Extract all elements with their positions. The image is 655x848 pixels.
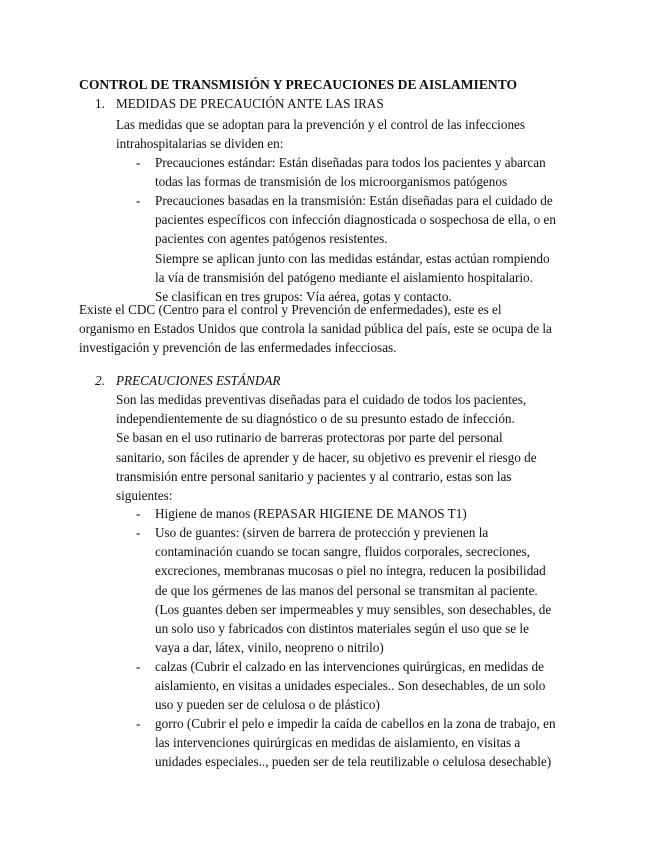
paragraph-line: Se basan en el uso rutinario de barreras protectoras por parte del personal: [116, 430, 503, 446]
bullet-line: gorro (Cubrir el pelo e impedir la caída de cabellos en la zona de trabajo, en: [155, 716, 556, 731]
bullet-line: la vía de transmisión del patógeno mediante el aislamiento hospitalario.: [155, 269, 533, 285]
section1-heading: MEDIDAS DE PRECAUCIÓN ANTE LAS IRAS: [116, 96, 384, 111]
bullet-line: Uso de guantes: (sirven de barrera de protección y previenen la: [155, 525, 489, 540]
bullet-dash: -: [136, 659, 141, 674]
section2-bullet-shoe-covers: [155, 657, 545, 715]
bullet-line: calzas (Cubrir el calzado en las intervenciones quirúrgicas, en medidas de: [155, 659, 544, 674]
bullet-line: uso y pueden ser de celulosa o de plástico): [155, 697, 380, 713]
section1-intro: [116, 115, 525, 153]
bullet-line: de que los gérmenes de las manos del personal se transmitan al paciente.: [155, 582, 538, 598]
bullet-line: Siempre se aplican junto con las medidas estándar, estas actúan rompiendo: [155, 250, 550, 266]
bullet-line: las intervenciones quirúrgicas en medidas de aislamiento, en visitas a: [155, 735, 521, 751]
section1-bullet-transmission: [155, 191, 556, 306]
section1-number: 1.: [95, 96, 105, 111]
bullet-line: pacientes específicos con infección diagnosticada o sospechosa de ella, o en: [155, 212, 556, 228]
paragraph-line: investigación y prevención de las enfermedades infecciosas.: [79, 340, 397, 356]
bullet-line: contaminación cuando se tocan sangre, fluidos corporales, secreciones,: [155, 544, 530, 560]
bullet-line: (Los guantes deben ser impermeables y muy sensibles, son desechables, de: [155, 601, 552, 617]
bullet-line: excreciones, membranas mucosas o piel no íntegra, reducen la posibilidad: [155, 563, 546, 579]
section2-bullet-cap: [155, 714, 556, 772]
bullet-line: vaya a dar, látex, vinilo, neopreno o nitrilo): [155, 640, 384, 656]
bullet-line: todas las formas de transmisión de los microorganismos patógenos: [155, 174, 508, 190]
paragraph-line: independientemente de su diagnóstico o de su presunto estado de infección.: [116, 411, 515, 427]
cdc-paragraph: [79, 300, 552, 358]
bullet-dash: -: [136, 193, 141, 208]
bullet-line: Precauciones basadas en la transmisión: Están diseñadas para el cuidado de: [155, 193, 553, 208]
bullet-line: Se clasifican en tres grupos: Vía aérea, gotas y contacto.: [155, 289, 452, 305]
paragraph-line: Existe el CDC (Centro para el control y Prevención de enfermedades), este es el: [79, 302, 502, 317]
paragraph-line: sanitario, son fáciles de aprender y de hacer, su objetivo es prevenir el riesgo de: [116, 449, 537, 465]
paragraph-line: Son las medidas preventivas diseñadas para el cuidado de todos los pacientes,: [116, 392, 527, 407]
bullet-line: Higiene de manos (REPASAR HIGIENE DE MANOS T1): [155, 506, 467, 521]
paragraph-line: siguientes:: [116, 488, 173, 504]
bullet-line: aislamiento, en visitas a unidades especiales.. Son desechables, de un solo: [155, 678, 546, 694]
paragraph-line: organismo en Estados Unidos que controla la sanidad pública del país, este se ocupa de la: [79, 321, 552, 337]
bullet-line: Precauciones estándar: Están diseñadas para todos los pacientes y abarcan: [155, 155, 546, 170]
bullet-line: unidades especiales.., pueden ser de tela reutilizable o celulosa desechable): [155, 754, 552, 770]
bullet-dash: -: [136, 506, 141, 521]
section2-heading: PRECAUCIONES ESTÁNDAR: [116, 373, 281, 388]
section2-bullet-gloves: [155, 523, 551, 657]
bullet-dash: -: [136, 525, 141, 540]
bullet-line: pacientes con agentes patógenos resistentes.: [155, 231, 388, 247]
paragraph-line: intrahospitalarias se dividen en:: [116, 136, 284, 152]
paragraph-line: Las medidas que se adoptan para la prevención y el control de las infecciones: [116, 117, 526, 132]
bullet-dash: -: [136, 716, 141, 731]
section1-bullet-standard: [155, 153, 546, 191]
section2-intro: [116, 390, 537, 505]
paragraph-line: transmisión entre personal sanitario y pacientes y al contrario, estas son las: [116, 468, 512, 484]
bullet-dash: -: [136, 155, 141, 170]
document-title: CONTROL DE TRANSMISIÓN Y PRECAUCIONES DE AISLAMIENTO: [79, 77, 518, 92]
bullet-line: un solo uso y fabricados con distintos materiales según el uso que se le: [155, 621, 529, 637]
section2-bullet-hand-hygiene: [155, 504, 467, 523]
section2-number: 2.: [95, 373, 105, 388]
